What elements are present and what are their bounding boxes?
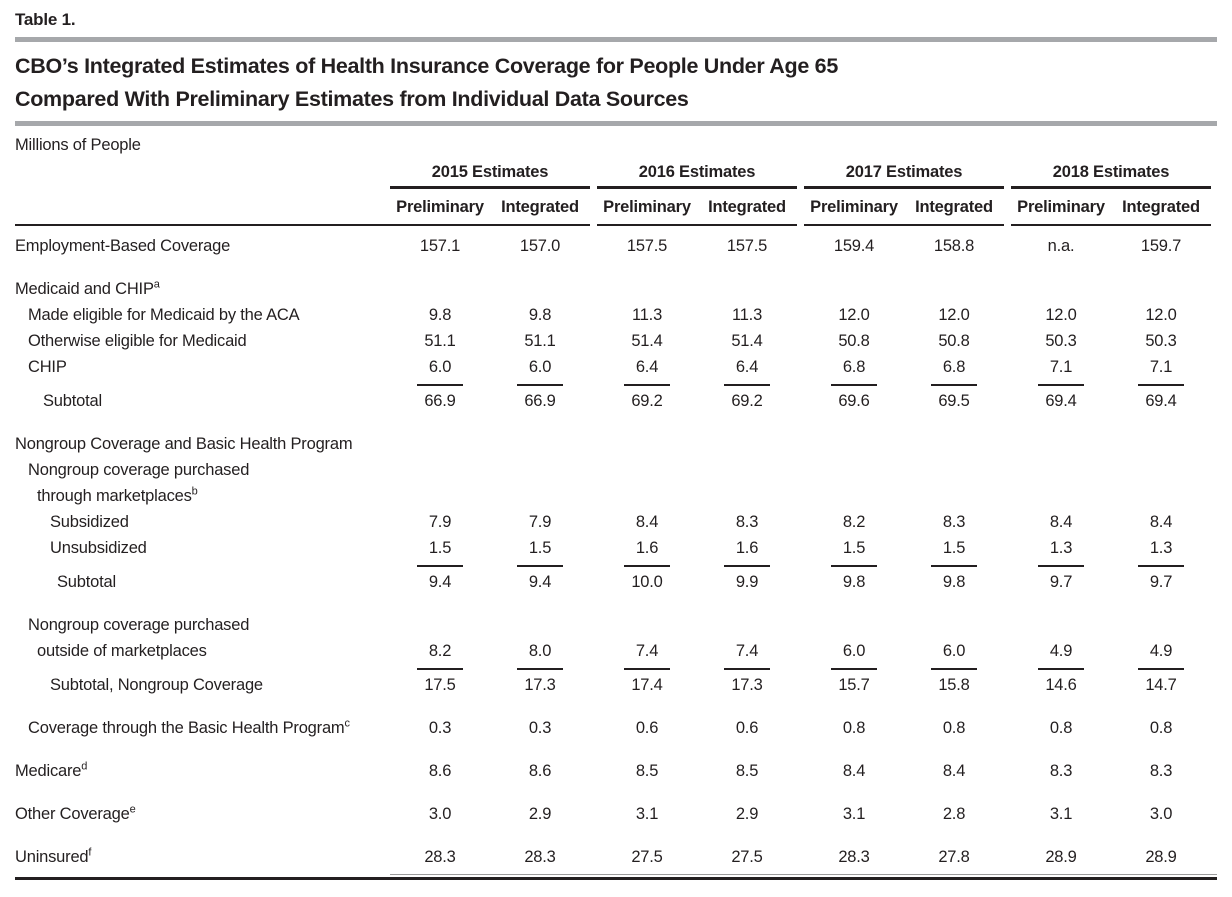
table-number-label: Table 1. [15,10,76,29]
value-cell: 12.0 [938,306,970,324]
value-cell: 157.1 [419,237,461,255]
value-cell: 11.3 [631,306,663,324]
value-cell: 157.5 [726,237,768,255]
value-cell: 2.9 [528,805,552,823]
footnote-marker: e [129,803,136,816]
value-cell: 0.6 [735,719,759,737]
row-label: Other Coverage$^e$ [15,803,136,823]
row-label: Medicaid and CHIP$^a$ [15,278,160,298]
value-cell: 11.3 [731,306,763,324]
value-cell: 158.8 [933,237,975,255]
value-cell: 8.6 [428,762,452,780]
subcolumn-header: Integrated [501,198,579,216]
value-cell: 50.3 [1145,332,1177,350]
summed-value: 7.1 [1038,354,1084,386]
value-cell: 7.9 [428,513,452,531]
value-cell: 159.7 [1140,237,1182,255]
value-cell: 14.6 [1045,676,1077,694]
value-cell: 12.0 [1145,306,1177,324]
value-cell: 69.6 [838,392,870,410]
row-label: Otherwise eligible for Medicaid [28,332,247,350]
value-cell [490,354,590,386]
table-row [15,233,1217,259]
table-title [15,50,1217,116]
value-cell [904,638,1004,670]
value-cell: 0.8 [1149,719,1173,737]
value-cell: 27.5 [631,848,663,866]
value-cell [804,638,904,670]
value-cell: 28.9 [1145,848,1177,866]
table-header [15,161,1217,226]
value-cell [1011,354,1111,386]
value-cell: 8.4 [842,762,866,780]
summed-value: 8.0 [517,638,563,670]
table-row [15,612,1217,638]
value-cell: 28.3 [424,848,456,866]
table-row [15,354,1217,386]
value-cell: 69.2 [631,392,663,410]
row-label: Subsidized [50,513,129,531]
value-cell: 3.1 [1049,805,1073,823]
value-cell: 159.4 [833,237,875,255]
value-cell: 3.1 [842,805,866,823]
year-header-row [15,161,1217,189]
value-cell: 9.8 [942,573,966,591]
summed-value: 6.8 [931,354,977,386]
divider-bar-top [15,37,1217,42]
value-cell [597,535,697,567]
value-cell: 9.7 [1049,573,1073,591]
subcolumn-header: Preliminary [396,198,484,216]
summed-value: 1.5 [831,535,877,567]
summed-value: 7.4 [624,638,670,670]
summed-value: 4.9 [1038,638,1084,670]
table-row [15,715,1217,741]
value-cell [597,354,697,386]
value-cell [904,535,1004,567]
value-cell: 0.6 [635,719,659,737]
value-cell: 0.8 [1049,719,1073,737]
summed-value: 1.3 [1138,535,1184,567]
value-cell [804,354,904,386]
value-cell: 8.3 [735,513,759,531]
value-cell: 8.4 [635,513,659,531]
table-row [15,801,1217,827]
header-bottom-rule [15,224,1217,226]
value-cell: 12.0 [1045,306,1077,324]
value-cell [597,638,697,670]
subcolumn-header-row [15,194,1217,220]
value-cell: 0.3 [528,719,552,737]
value-cell: 66.9 [424,392,456,410]
value-cell: 3.0 [428,805,452,823]
row-label: Subtotal [57,573,116,591]
table-footer-thin-rule [390,874,1217,875]
value-cell: 9.4 [428,573,452,591]
value-cell: 51.4 [731,332,763,350]
summed-value: 6.4 [724,354,770,386]
value-cell: 27.8 [938,848,970,866]
row-label: Uninsured$^f$ [15,846,92,866]
table-row [15,483,1217,509]
table-row [15,328,1217,354]
summed-value: 6.8 [831,354,877,386]
value-cell: 12.0 [838,306,870,324]
year-header-2018: 2018 Estimates [1011,161,1211,189]
table-row [15,569,1217,595]
rule-segment [15,224,590,226]
value-cell: 8.5 [735,762,759,780]
value-cell: 9.7 [1149,573,1173,591]
footnote-marker: f [88,846,92,859]
summed-value: 1.6 [724,535,770,567]
row-label: CHIP [28,358,67,376]
value-cell: 8.5 [635,762,659,780]
value-cell [1111,535,1211,567]
value-cell: 3.1 [635,805,659,823]
subcolumn-header: Integrated [708,198,786,216]
table-row [15,672,1217,698]
summed-value: 1.5 [517,535,563,567]
value-cell: 2.9 [735,805,759,823]
summed-value: 8.2 [417,638,463,670]
row-label: Coverage through the Basic Health Program$^c$ [28,717,350,737]
table-row [15,509,1217,535]
value-cell: 9.4 [528,573,552,591]
value-cell: 66.9 [524,392,556,410]
units-label: Millions of People [15,136,141,154]
value-cell: 51.1 [424,332,456,350]
value-cell [804,535,904,567]
value-cell: 8.6 [528,762,552,780]
footnote-marker: b [191,485,198,498]
row-label: through marketplaces$^b$ [37,485,198,505]
subcolumn-header: Preliminary [1017,198,1105,216]
subcolumn-header: Integrated [915,198,993,216]
value-cell: n.a. [1047,237,1075,255]
table-row [15,638,1217,670]
row-label: Unsubsidized [50,539,147,557]
footnote-marker: a [153,278,160,291]
footnote-marker: c [344,717,350,730]
value-cell: 10.0 [631,573,663,591]
value-cell: 0.8 [842,719,866,737]
value-cell [904,354,1004,386]
value-cell: 50.3 [1045,332,1077,350]
row-label: Medicare$^d$ [15,760,88,780]
row-label: Employment-Based Coverage [15,237,231,255]
value-cell [490,535,590,567]
value-cell: 0.3 [428,719,452,737]
value-cell [697,535,797,567]
value-cell: 50.8 [938,332,970,350]
value-cell: 8.3 [1049,762,1073,780]
value-cell: 2.8 [942,805,966,823]
summed-value: 6.4 [624,354,670,386]
summed-value: 7.1 [1138,354,1184,386]
row-label: Nongroup Coverage and Basic Health Program [15,435,353,453]
value-cell: 27.5 [731,848,763,866]
footnote-marker: d [81,760,88,773]
value-cell: 8.4 [1049,513,1073,531]
value-cell: 17.5 [424,676,456,694]
value-cell [1011,638,1111,670]
value-cell: 9.8 [842,573,866,591]
value-cell [390,638,490,670]
value-cell: 14.7 [1145,676,1177,694]
subcolumn-header: Preliminary [810,198,898,216]
table-row [15,535,1217,567]
table-title-line2: Compared With Preliminary Estimates from Individual Data Sources [15,87,689,111]
value-cell: 28.9 [1045,848,1077,866]
value-cell: 0.8 [942,719,966,737]
table-row [15,276,1217,302]
divider-bar-under-title [15,121,1217,126]
row-label: outside of marketplaces [37,642,207,660]
value-cell: 51.1 [524,332,556,350]
summed-value: 6.0 [831,638,877,670]
value-cell: 15.7 [838,676,870,694]
table-row [15,431,1217,457]
value-cell: 69.2 [731,392,763,410]
value-cell [390,535,490,567]
value-cell: 8.3 [942,513,966,531]
value-cell: 157.5 [626,237,668,255]
value-cell: 50.8 [838,332,870,350]
rule-segment [1011,224,1211,226]
table-row [15,388,1217,414]
value-cell: 17.3 [731,676,763,694]
value-cell: 17.4 [631,676,663,694]
row-label: Made eligible for Medicaid by the ACA [28,306,300,324]
year-header-2017: 2017 Estimates [804,161,1004,189]
value-cell: 15.8 [938,676,970,694]
value-cell: 8.4 [1149,513,1173,531]
value-cell [490,638,590,670]
table-footer-thick-rule [15,877,1217,880]
value-cell: 17.3 [524,676,556,694]
row-label: Subtotal [43,392,102,410]
value-cell: 51.4 [631,332,663,350]
value-cell [697,354,797,386]
summed-value: 6.0 [517,354,563,386]
summed-value: 1.5 [417,535,463,567]
table-row [15,302,1217,328]
summed-value: 7.4 [724,638,770,670]
value-cell: 9.8 [428,306,452,324]
value-cell: 157.0 [519,237,561,255]
value-cell: 3.0 [1149,805,1173,823]
table-title-line1: CBO’s Integrated Estimates of Health Insurance Coverage for People Under Age 65 [15,54,838,78]
row-label: Nongroup coverage purchased [28,461,250,479]
value-cell [1011,535,1111,567]
value-cell: 7.9 [528,513,552,531]
value-cell: 8.4 [942,762,966,780]
row-label: Subtotal, Nongroup Coverage [50,676,263,694]
value-cell: 8.3 [1149,762,1173,780]
value-cell: 69.4 [1045,392,1077,410]
value-cell [390,354,490,386]
rule-segment [804,224,1004,226]
year-header-2016: 2016 Estimates [597,161,797,189]
summed-value: 6.0 [417,354,463,386]
row-label: Nongroup coverage purchased [28,616,250,634]
summed-value: 1.5 [931,535,977,567]
table-row [15,758,1217,784]
subcolumn-header: Integrated [1122,198,1200,216]
subcolumn-header: Preliminary [603,198,691,216]
table-row [15,844,1217,870]
value-cell: 28.3 [524,848,556,866]
summed-value: 1.6 [624,535,670,567]
rule-segment [597,224,797,226]
summed-value: 4.9 [1138,638,1184,670]
value-cell: 28.3 [838,848,870,866]
table-row [15,457,1217,483]
summed-value: 6.0 [931,638,977,670]
summed-value: 1.3 [1038,535,1084,567]
value-cell [1111,354,1211,386]
table-body [15,233,1217,870]
year-header-2015: 2015 Estimates [390,161,590,189]
value-cell: 69.4 [1145,392,1177,410]
value-cell: 8.2 [842,513,866,531]
value-cell [697,638,797,670]
value-cell [1111,638,1211,670]
value-cell: 69.5 [938,392,970,410]
value-cell: 9.9 [735,573,759,591]
value-cell: 9.8 [528,306,552,324]
